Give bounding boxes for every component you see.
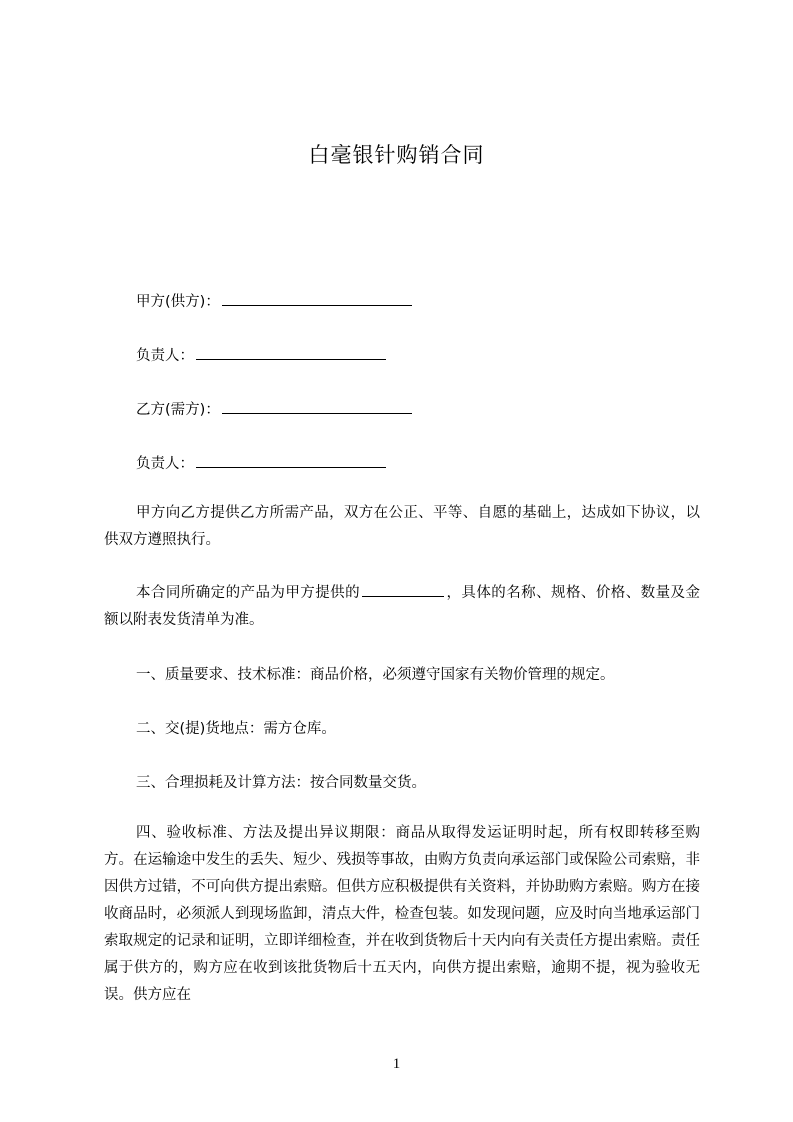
clause-1: 一、质量要求、技术标准：商品价格，必须遵守国家有关物价管理的规定。 <box>136 667 615 683</box>
clause-4-paragraph: 四、验收标准、方法及提出异议期限：商品从取得发运证明时起，所有权即转移至购方。在运输途中发生的丢失、短少、残损等事故，由购方负责向承运部门或保险公司索赔，非因供方过错，不可向供方提出索赔。但供方应积极提供有关资料，并协助购方索赔。购方在接收商品时，必须派人到现场监卸，清点大件，检查包装。如发现问题，应及时向当地承运部门索取规定的记录和证明，立即详细检查，并在收到货物后十天内向有关责任方提出索赔。责任属于供方的，购方应在收到该批货物后十五天内，向供方提出索赔，逾期不提，视为验收无误。供方应在 <box>104 825 700 1003</box>
party-a-representative-field <box>136 345 386 366</box>
party-a-field <box>136 291 412 312</box>
document-title: 白毫银针购销合同 <box>308 143 485 167</box>
party-b-representative-label: 负责人： <box>136 456 194 472</box>
product-clause-before: 本合同所确定的产品为甲方提供的 <box>136 585 361 601</box>
page-number: 1 <box>392 1056 401 1072</box>
product-clause-paragraph <box>104 580 700 634</box>
party-a-representative-label: 负责人： <box>136 348 194 364</box>
party-b-field <box>136 399 412 420</box>
party-a-representative-blank[interactable] <box>196 345 386 360</box>
party-a-blank[interactable] <box>222 291 412 306</box>
product-clause-after: ，具体的名称、规格、价格、数量及金额以附表发货清单为准。 <box>104 585 700 628</box>
party-a-label: 甲方(供方)： <box>136 294 220 310</box>
party-b-blank[interactable] <box>222 399 412 414</box>
product-blank[interactable] <box>362 582 444 597</box>
party-b-label: 乙方(需方)： <box>136 402 220 418</box>
party-b-representative-field <box>136 453 386 474</box>
party-b-representative-blank[interactable] <box>196 453 386 468</box>
clause-3: 三、合理损耗及计算方法：按合同数量交货。 <box>136 775 426 791</box>
intro-paragraph: 甲方向乙方提供乙方所需产品，双方在公正、平等、自愿的基础上，达成如下协议，以供双方遵照执行。 <box>104 505 700 548</box>
clause-2: 二、交(提)货地点：需方仓库。 <box>136 721 336 737</box>
